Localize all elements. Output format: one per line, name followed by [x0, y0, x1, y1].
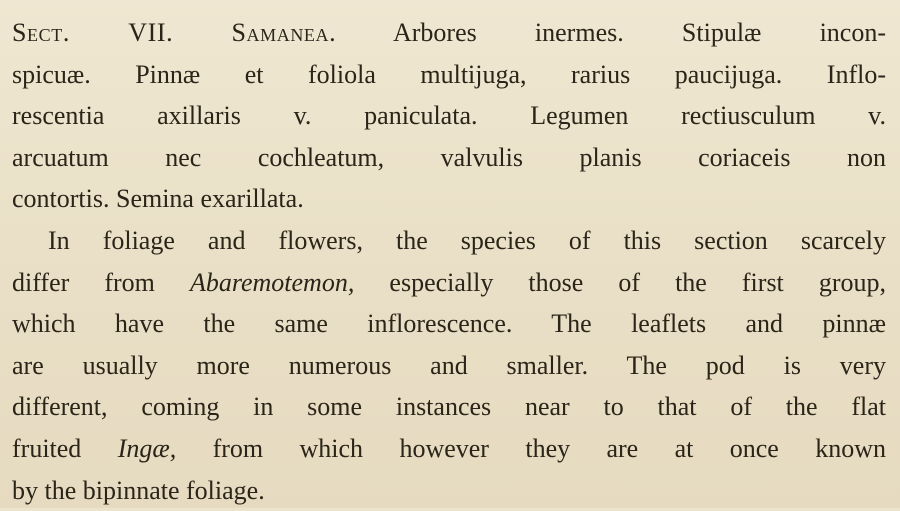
- text-line: [12, 12, 886, 54]
- text-line: different, coming in some instances near to that of the flat: [12, 392, 886, 422]
- text-line: arcuatum nec cochleatum, valvulis planis coriaceis non: [12, 142, 886, 172]
- commentary-paragraph: [12, 220, 886, 511]
- text-line-content: Arbores inermes. Stipulæ incon-: [392, 18, 886, 47]
- text-line: In foliage and flowers, the species of this section scarcely: [48, 225, 886, 255]
- text-fragment: from which however they are at once known: [176, 433, 887, 463]
- text-line: [12, 262, 886, 304]
- text-line: spicuæ. Pinnæ et foliola multijuga, rarius paucijuga. Inflo-: [12, 59, 886, 89]
- text-line: contortis. Semina exarillata.: [12, 184, 304, 214]
- text-line: by the bipinnate foliage.: [12, 475, 265, 505]
- genus-name: Ingæ,: [117, 433, 177, 463]
- section-number: Sect. VII.: [12, 18, 174, 47]
- genus-name: Abaremotemon,: [189, 267, 355, 297]
- text-line: which have the same inflorescence. The leaflets and pinnæ: [12, 309, 886, 339]
- text-fragment: differ from: [12, 267, 190, 297]
- text-fragment: especially those of the first group,: [354, 267, 886, 297]
- section-description: [12, 12, 886, 220]
- text-line: [12, 428, 886, 470]
- section-name: Samanea.: [231, 18, 337, 47]
- text-line: rescentia axillaris v. paniculata. Legumen rectiusculum v.: [12, 101, 886, 131]
- text-fragment: fruited: [12, 433, 118, 463]
- text-line: are usually more numerous and smaller. The pod is very: [12, 350, 886, 380]
